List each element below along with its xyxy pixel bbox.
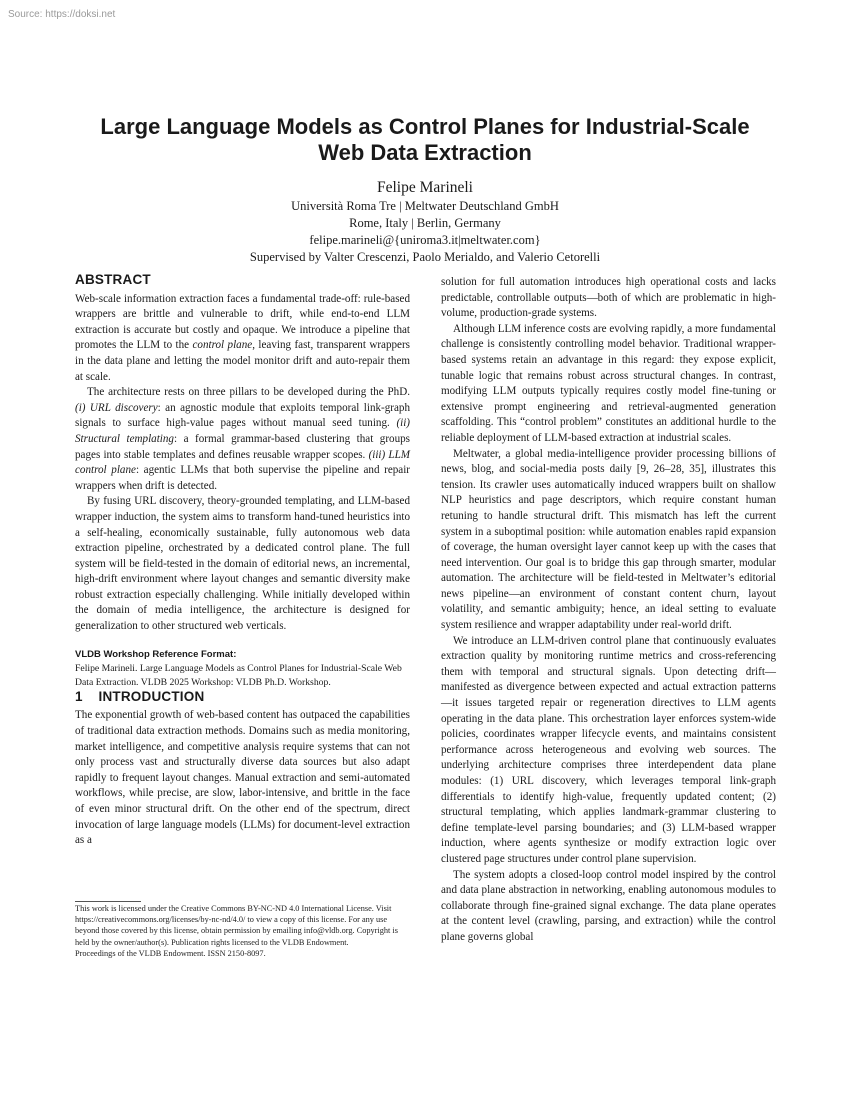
license-text: This work is licensed under the Creative Commons BY-NC-ND 4.0 International License. Visit https://creativecommons.org/licenses/by-nc-nd/4.0/ to view a copy of this license. For any use beyond those covered by this license, obtain permission by emailing info@vldb.org. Copyright is held by the owner/author(s). Publication rights licensed to the VLDB Endowment. bbox=[75, 904, 398, 947]
affiliation: Università Roma Tre | Meltwater Deutschland GmbH bbox=[291, 199, 559, 213]
paper-title bbox=[60, 114, 790, 166]
title-line-2: Web Data Extraction bbox=[318, 140, 532, 165]
introduction-paragraph-1: The exponential growth of web-based content has outpaced the capabilities of traditional data extraction methods. Domains such as media monitoring, market intelligence, and competitive analysis require systems that can not only process vast and structurally diverse data sources but also adapt rapidly to frequent layout changes. Manual extraction and semi-automated workflows, while precise, are slow, labor-intensive, and brittle in the face of even minor structural drift. On the other end of the spectrum, direct invocation of large language models (LLMs) for document-level extraction as a bbox=[75, 709, 410, 847]
abstract-heading: ABSTRACT bbox=[75, 272, 151, 287]
abstract-p2-iii: (iii) LLM control plane bbox=[75, 448, 410, 477]
introduction-heading: 1 INTRODUCTION bbox=[75, 688, 205, 704]
author-name: Felipe Marineli bbox=[377, 179, 473, 196]
abstract-p1-emphasis: control plane bbox=[192, 339, 253, 352]
license-footnote bbox=[75, 903, 410, 959]
author-block bbox=[60, 178, 790, 266]
abstract-p1-text: Web-scale information extraction faces a fundamental trade-off: rule-based wrappers are brittle and vulnerable to drift, while end-to-end LLM extraction is accurate but costly and opaque. We introduce a pipeline that promotes the LLM to the bbox=[75, 292, 410, 352]
left-column bbox=[75, 272, 410, 849]
abstract-p2-ii: (ii) Structural templating bbox=[75, 417, 410, 445]
abstract-p2-d: : agentic LLMs that both supervise the pipeline and repair wrappers when drift is detected. bbox=[75, 464, 410, 492]
right-paragraph-4: The system adopts a closed-loop control model inspired by the control and data plane abstraction in networking, enabling autonomous modules to collaborate through fine-grained signal exchange. The data plane operates at the content level (crawling, parsing, and extraction) while the control plane governs global bbox=[441, 868, 776, 943]
abstract-p2-i: (i) URL discovery bbox=[75, 401, 158, 414]
abstract-paragraph-3: By fusing URL discovery, theory-grounded templating, and LLM-based wrapper induction, the system aims to transform hand-tuned heuristics into a self-healing, economically sustainable, fully autonomous web data extraction pipeline, orchestrated by a dedicated control plane. The full system will be field-tested in the domain of editorial news, an incremental, high-drift environment where layout changes and semantic diversity make robust extraction especially challenging. While initially developed within the domain of media intelligence, the architecture is designed for generalization to other structured web verticals. bbox=[75, 495, 410, 633]
abstract-paragraph-2 bbox=[75, 385, 410, 494]
source-watermark: Source: https://doksi.net bbox=[8, 9, 116, 20]
abstract-p2-c: : a formal grammar-based clustering that groups pages into stable templates and defines reusable wrapper scopes. bbox=[75, 432, 410, 461]
right-paragraph-1: Although LLM inference costs are evolving rapidly, a more fundamental challenge is consistently controlling model behavior. Traditional wrapper-based systems retain an advantage in this regard: they expose explicit, tunable logic that remains robust across structural changes. In contrast, modifying LLM outputs typically requires costly model fine-tuning or extensive prompt engineering and retrieval-augmented generation scaffolding. This “control problem” constitutes an additional hurdle to the reliable deployment of LLM-based extraction at industrial scales. bbox=[441, 322, 776, 444]
supervisors: Supervised by Valter Crescenzi, Paolo Merialdo, and Valerio Cetorelli bbox=[249, 250, 601, 264]
abstract-paragraph-1 bbox=[75, 292, 410, 386]
right-paragraph-3: We introduce an LLM-driven control plane that continuously evaluates extraction quality by monitoring runtime metrics and cross-referencing them with temporal and structural signals. Upon detecting drift—manifested as divergence between expected and actual extraction patterns—it issues targeted repair or regeneration directives to LLM agents operating in the data plane. This orchestration layer enforces system-wide policies, coordinates wrapper lifecycle events, and maintains consistent performance across heterogeneous and evolving web sources. The underlying architecture comprises three interdependent data plane modules: (1) URL discovery, which leverages temporal link-graph differentials to identify high-value, frequently updated content; (2) structural templating, which applies landmark-grammar clustering to define template-level parsing boundaries; and (3) LLM-based wrapper induction, where agents synthesize or modify extraction logic over clustered page structures under control plane supervision. bbox=[441, 634, 776, 865]
title-line-1: Large Language Models as Control Planes for Industrial-Scale bbox=[100, 114, 750, 139]
reference-format-heading: VLDB Workshop Reference Format: bbox=[75, 648, 237, 660]
email: felipe.marineli@{uniroma3.it|meltwater.com} bbox=[309, 233, 541, 247]
footnote-rule bbox=[75, 901, 141, 902]
location: Rome, Italy | Berlin, Germany bbox=[349, 216, 501, 230]
right-paragraph-2: Meltwater, a global media-intelligence provider processing billions of news, blog, and social-media posts daily [9, 26–28, 35], illustrates this tension. Its crawler uses automatically induced wrappers built on shallow NLP heuristics and page descriptors, which require constant human retuning to handle structural drift. This mismatch has left the current system in a suboptimal position: while automation enables rapid expansion of coverage, the human oversight layer cannot keep up with the cases that need intervention. Our goal is to bridge this gap through smarter, modular automation. The architecture will be field-tested in Meltwater’s editorial news pipeline—an environment of constant content churn, layout volatility, and semantic ambiguity; hence, an ideal setting to evaluate system resilience and wrapper adaptability under real-world drift. bbox=[441, 447, 776, 632]
right-paragraph-0: solution for full automation introduces high operational costs and lacks predictable, controllable outputs—both of which are problematic in high-volume, production-grade systems. bbox=[441, 276, 776, 320]
abstract-p2-b: : an agnostic module that exploits temporal link-graph signals to surface high-value pages without manual seed tuning. bbox=[75, 401, 410, 430]
reference-format-body: Felipe Marineli. Large Language Models as Control Planes for Industrial-Scale Web Data Extraction. VLDB 2025 Workshop: VLDB Ph.D. Workshop. bbox=[75, 663, 402, 688]
abstract-p1-end: , leaving fast, transparent wrappers in the data plane and letting the model monitor drift and auto-repair them at scale. bbox=[75, 339, 410, 383]
right-column bbox=[441, 275, 776, 946]
proceedings-text: Proceedings of the VLDB Endowment. ISSN 2150-8097. bbox=[75, 948, 266, 958]
abstract-p2-a: The architecture rests on three pillars to be developed during the PhD. bbox=[87, 386, 410, 399]
